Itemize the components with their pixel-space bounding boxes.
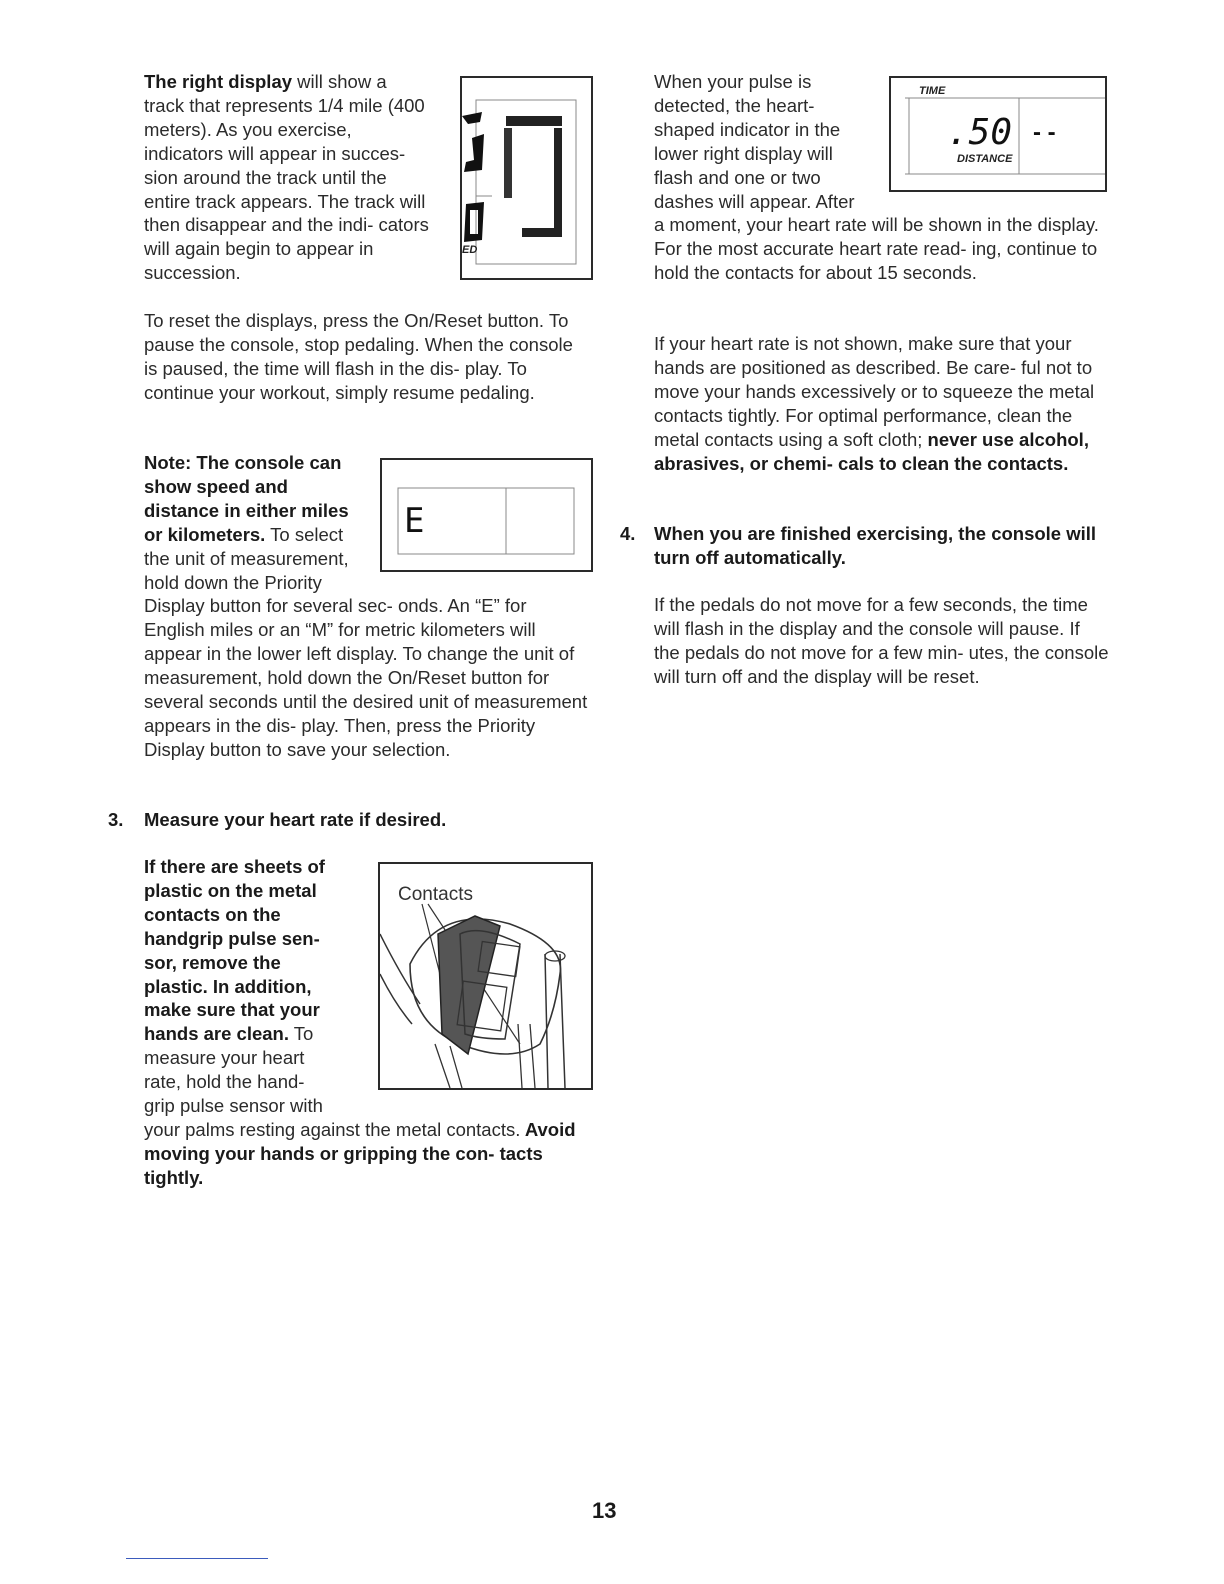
pulse-display-svg	[891, 78, 1105, 190]
unit-display-letter: E	[404, 501, 425, 541]
pulse-text: When your pulse is detected, the heart- shaped indicator in the lower right display will flash and one or two dashes will appear. After a moment, your heart rate will be shown in the display. For the most accurate heart rate read- ing, continue to hold the contacts for about 15 seconds.	[654, 71, 1099, 284]
paragraph-reset: To reset the displays, press the On/Reset button. To pause the console, stop pedaling. When the console is paused, the time will flash in the dis- play. To continue your workout, simply resume pedaling.	[144, 310, 573, 403]
heart-rate-text: To measure your heart rate, hold the hand- grip pulse sensor with your palms resting against the metal contacts.	[144, 1023, 521, 1140]
contacts-svg	[380, 864, 591, 1088]
step-3-number: 3.	[108, 809, 124, 830]
heart-rate-bold-1: If there are sheets of plastic on the metal contacts on the handgrip pulse sen- sor, remove the plastic. In addition, make sure that your hands are clean.	[144, 856, 325, 1045]
paragraph-right-display	[144, 70, 429, 285]
step-3-title: Measure your heart rate if desired.	[144, 809, 447, 830]
units-note-text: To select the unit of measurement, hold down the Priority Display button for several sec- onds. An “E” for English miles or an “M” for metric kilometers will appear in the lower left display. To change the unit of measurement, hold down the On/Reset button for several seconds until the desired unit of measurement appears in the dis- play. Then, press the Priority Display button to save your selection.	[144, 523, 588, 760]
step-4-title: When you are finished exercising, the console will turn off automatically.	[654, 523, 1097, 568]
right-display-bold: The right display	[144, 71, 293, 92]
time-label: TIME	[919, 85, 946, 97]
distance-label: DISTANCE	[957, 153, 1013, 165]
not-shown-bold: never use alcohol, abrasives, or chemi- cals to clean the contacts.	[654, 428, 1089, 474]
right-display-text: will show a track that represents 1/4 mile (400 meters). As you exercise, indicators will appear in succes- sion around the track until the entire track appears. The track will then disappear and the indi- cators will again begin to appear in succession.	[144, 71, 429, 284]
units-note-bold: Note: The console can show speed and distance in either miles or kilometers.	[144, 452, 349, 545]
paragraph-heart-rate-not-shown	[654, 332, 1109, 475]
track-display-label: ED	[462, 244, 478, 256]
pulse-display-figure	[889, 76, 1107, 192]
pulse-dashes: - -	[1033, 119, 1056, 146]
not-shown-text: If your heart rate is not shown, make sure that your hands are positioned as described. Be care- ful not to move your hands excessively or to squeeze the metal contacts tightly. For optimal performance, clean the metal contacts using a soft cloth;	[654, 333, 1095, 450]
track-display-figure	[460, 76, 593, 280]
track-display-svg	[462, 78, 591, 278]
contacts-figure	[378, 862, 593, 1090]
unit-display-figure	[380, 458, 593, 572]
footer-line	[126, 1558, 268, 1559]
contacts-label: Contacts	[398, 884, 473, 905]
page-number: 13	[592, 1498, 617, 1523]
pulse-value: .50	[947, 112, 1013, 153]
step-4-number: 4.	[620, 523, 636, 544]
unit-display-svg	[382, 460, 591, 570]
paragraph-auto-off: If the pedals do not move for a few seconds, the time will flash in the display and the console will pause. If the pedals do not move for a few min- utes, the console will turn off and the display will be reset.	[654, 594, 1109, 687]
heart-rate-bold-2: Avoid moving your hands or gripping the con- tacts tightly.	[144, 1118, 576, 1188]
